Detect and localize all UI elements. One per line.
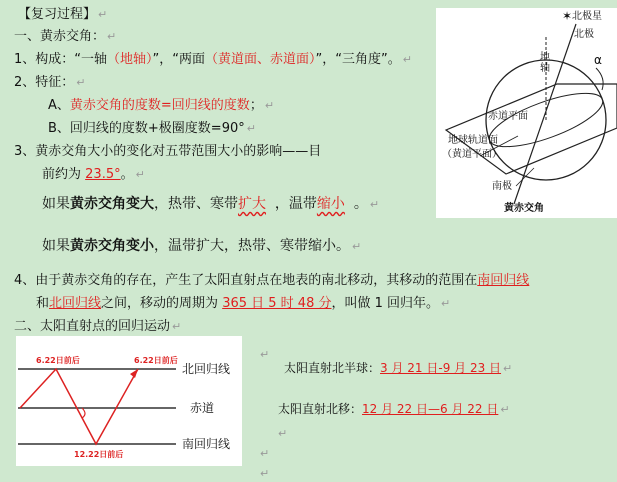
item4-line1: 4、由于黄赤交角的存在，产生了太阳直射点在地表的南北移动，其移动的范围在南回归线 — [14, 273, 530, 288]
globe-caption: 黄赤交角 — [504, 203, 544, 214]
bottom-date: 12.22日前后 — [74, 450, 124, 459]
arc-icon — [82, 408, 85, 418]
top-right-date: 6.22日前后 — [134, 356, 178, 365]
alpha-label: α — [594, 53, 602, 67]
angle-value: 23.5° — [85, 167, 121, 182]
return-mark: ↵ — [278, 427, 288, 440]
page-title: 【复习过程】 ↵ — [18, 7, 108, 22]
north-move-line: 太阳直射北移：12 月 22 日—6 月 22 日 ↵ — [278, 402, 510, 416]
star-icon: ✶ — [562, 9, 573, 23]
top-left-date: 6.22日前后 — [36, 356, 80, 365]
item3-line2: 前约为 23.5°。 ↵ — [42, 167, 145, 182]
north-hemi-line: 太阳直射北半球：3 月 21 日-9 月 23 日 ↵ — [284, 361, 513, 375]
sun-path-diagram — [16, 336, 242, 466]
return-mark: ↵ — [260, 447, 270, 460]
earth-axis-label: 地轴 — [540, 52, 550, 74]
north-pole-label: 北极 — [574, 29, 594, 40]
equator-label: 赤道 — [190, 401, 215, 415]
section2-heading: 二、太阳直射点的回归运动 ↵ — [14, 319, 182, 334]
item2-a: A、黄赤交角的度数=回归线的度数； ↵ — [48, 98, 275, 113]
return-mark: ↵ — [260, 348, 270, 361]
item2-heading: 2、特征： ↵ — [14, 75, 86, 90]
item3-smaller: 如果黄赤交角变小，温带扩大，热带、寒带缩小。 ↵ — [42, 238, 362, 254]
item4-line2: 和北回归线之间，移动的周期为 365 日 5 时 48 分，叫做 1 回归年。 ↵ — [36, 296, 451, 311]
item3-line1: 3、黄赤交角大小的变化对五带范围大小的影响——目 — [14, 144, 322, 159]
arrow-icon — [130, 369, 138, 378]
south-pole-label: 南极 — [492, 181, 512, 192]
alpha-arc — [596, 68, 603, 90]
sun-path-line — [20, 369, 138, 444]
return-mark: ↵ — [260, 467, 270, 480]
polaris-label: 北极星 — [572, 11, 602, 22]
item2-b: B、回归线的度数+极圈度数=90° ↵ — [48, 121, 256, 136]
orbit-plane-label: 地球轨道面 — [448, 135, 498, 146]
south-tropic-label: 南回归线 — [182, 437, 231, 451]
north-tropic-label: 北回归线 — [182, 362, 231, 376]
equator-plane-label: 赤道平面 — [488, 111, 528, 122]
globe-diagram — [436, 8, 617, 218]
item1-line: 1、构成：“一轴（地轴）”，“两面（黄道面、赤道面）”，“三角度”。 ↵ — [14, 52, 412, 67]
ecliptic-plane-label: （黄道平面） — [442, 149, 502, 160]
section1-heading: 一、黄赤交角： ↵ — [14, 29, 117, 44]
item3-bigger: 如果黄赤交角变大，热带、寒带扩大 ，温带缩小 。 ↵ — [42, 196, 380, 212]
